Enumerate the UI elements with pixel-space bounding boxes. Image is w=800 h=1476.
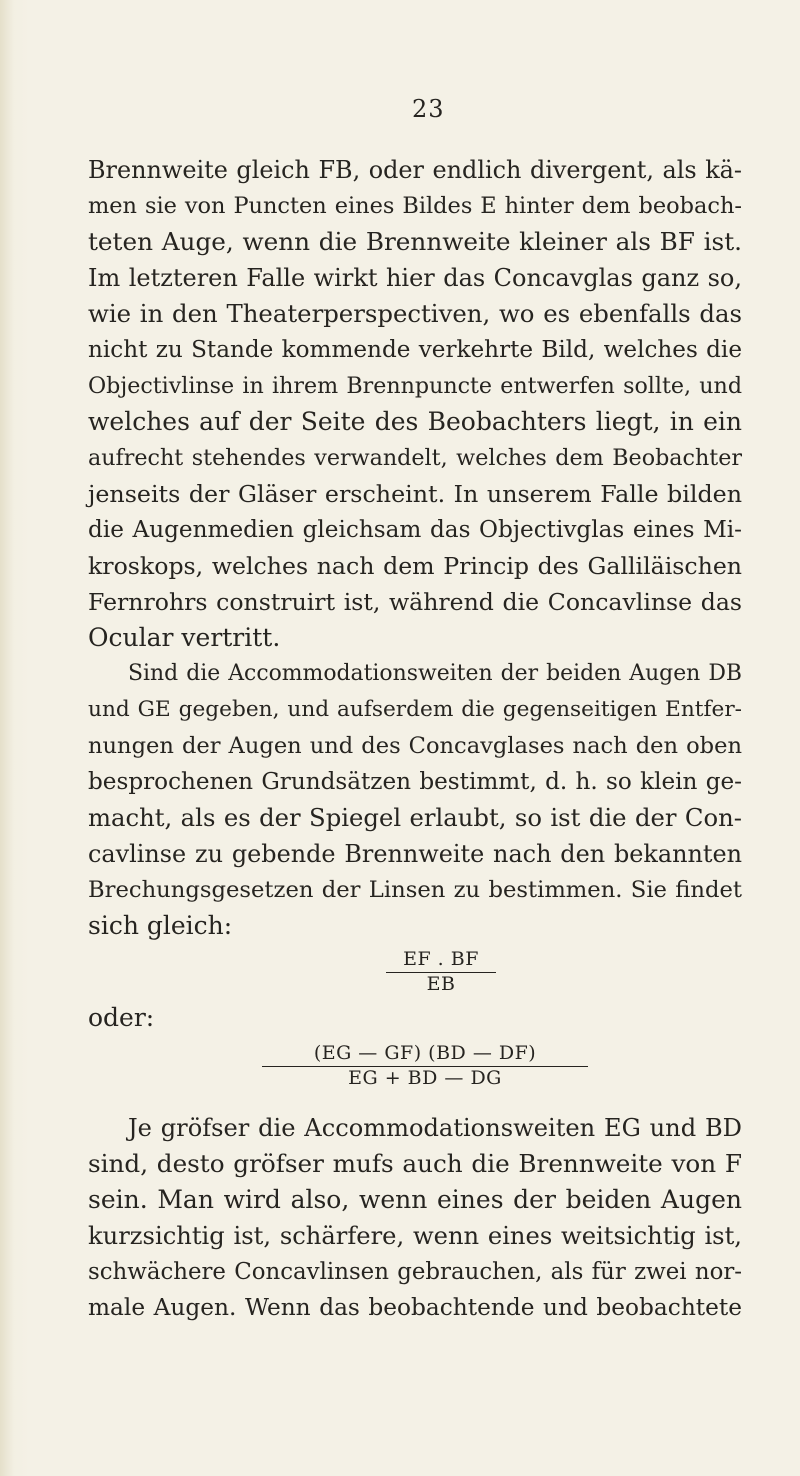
text-line: Je gröfser die Accommodationsweiten EG und BD: [128, 1114, 742, 1142]
formula-denominator: EG + BD — DG: [348, 1067, 502, 1089]
text-line: und GE gegeben, und aufserdem die gegenseitigen Entfer-: [88, 697, 742, 722]
text-line: sein. Man wird also, wenn eines der beiden Augen: [88, 1185, 742, 1214]
text-line: Sind die Accommodationsweiten der beiden Augen DB: [128, 661, 742, 686]
text-line: jenseits der Gläser erscheint. In unserem Falle bilden: [88, 480, 742, 508]
formula-denominator: EB: [426, 973, 456, 995]
text-line: Objectivlinse in ihrem Brennpuncte entwerfen sollte, und: [88, 373, 742, 399]
text-line: teten Auge, wenn die Brennweite kleiner als BF ist.: [88, 227, 742, 256]
text-line: sich gleich:: [88, 911, 233, 940]
formula-fraction: [262, 1042, 588, 1089]
text-line: nungen der Augen und des Concavglases nach den oben: [88, 733, 742, 759]
formula-numerator: (EG — GF) (BD — DF): [313, 1042, 537, 1064]
text-line: cavlinse zu gebende Brennweite nach den bekannten: [88, 840, 742, 868]
oder-label: oder:: [88, 1003, 155, 1032]
formula-numerator: EF . BF: [403, 948, 479, 970]
text-line: besprochenen Grundsätzen bestimmt, d. h. so klein ge-: [88, 769, 742, 795]
text-line: male Augen. Wenn das beobachtende und beobachtete: [88, 1294, 742, 1321]
text-line: kurzsichtig ist, schärfere, wenn eines weitsichtig ist,: [88, 1222, 742, 1250]
text-line: Ocular vertritt.: [88, 623, 281, 652]
text-line: Im letzteren Falle wirkt hier das Concavglas ganz so,: [88, 264, 742, 292]
text-line: men sie von Puncten eines Bildes E hinter dem beobach-: [88, 193, 742, 219]
text-line: macht, als es der Spiegel erlaubt, so ist die der Con-: [88, 803, 742, 832]
text-line: sind, desto gröfser mufs auch die Brennweite von F: [88, 1149, 742, 1178]
text-line: wie in den Theaterperspectiven, wo es ebenfalls das: [88, 299, 742, 328]
text-line: schwächere Concavlinsen gebrauchen, als für zwei nor-: [88, 1259, 742, 1285]
formula-fraction: [386, 948, 496, 995]
text-line: kroskops, welches nach dem Princip des Galliläischen: [88, 552, 742, 580]
text-line: nicht zu Stande kommende verkehrte Bild, welches die: [88, 337, 742, 363]
text-line: welches auf der Seite des Beobachters liegt, in ein: [88, 407, 742, 436]
page-number: 23: [412, 95, 445, 123]
text-line: aufrecht stehendes verwandelt, welches dem Beobachter: [88, 445, 742, 471]
text-line: Brechungsgesetzen der Linsen zu bestimmen. Sie findet: [88, 877, 742, 903]
text-line: Brennweite gleich FB, oder endlich divergent, als kä-: [88, 156, 742, 184]
text-line: Fernrohrs construirt ist, während die Concavlinse das: [88, 588, 742, 616]
text-line: die Augenmedien gleichsam das Objectivglas eines Mi-: [88, 517, 742, 543]
